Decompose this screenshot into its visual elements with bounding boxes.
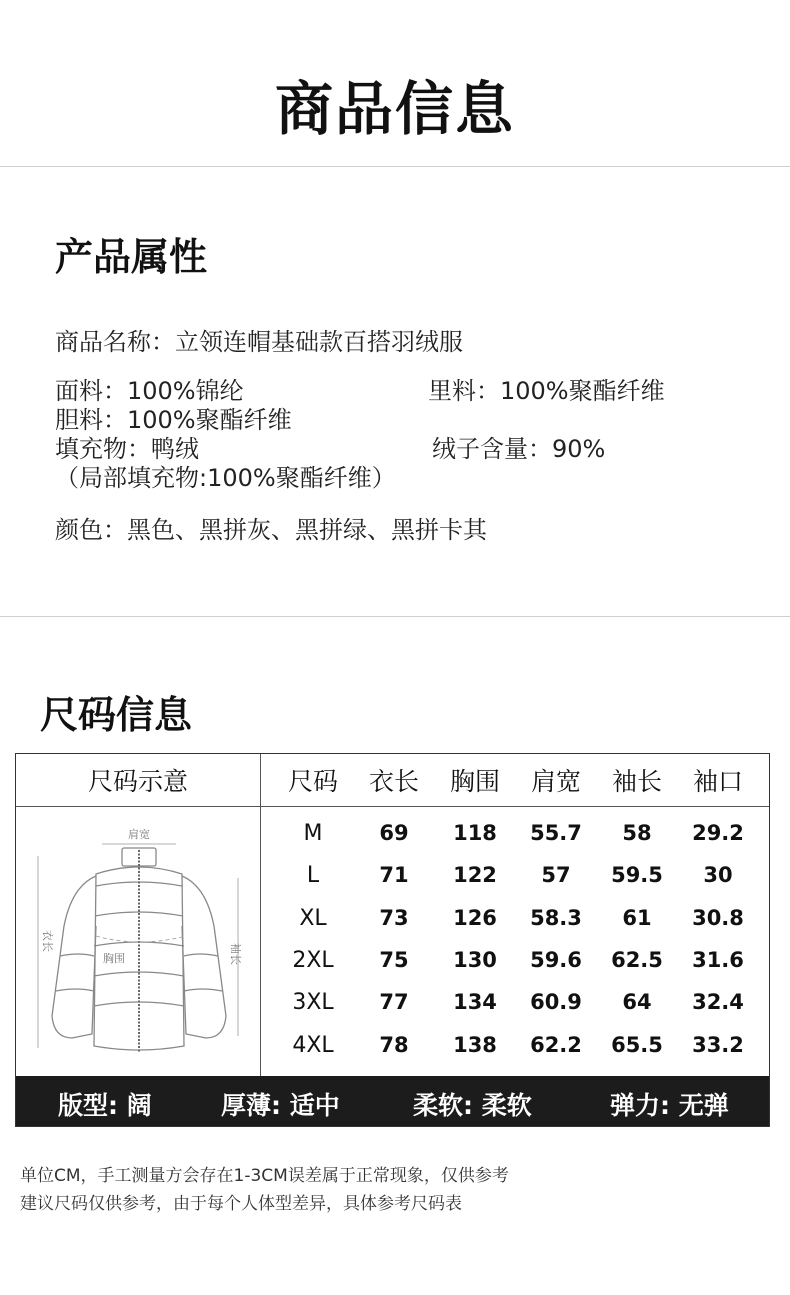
product-name: 商品名称：立领连帽基础款百搭羽绒服 — [55, 328, 463, 356]
shoulder-label: 肩宽 — [128, 828, 150, 841]
table-cell-sleeve: 61 — [622, 906, 652, 930]
colors-text: 颜色：黑色、黑拼灰、黑拼绿、黑拼卡其 — [55, 516, 487, 544]
lining-text: 里料：100%聚酯纤维 — [428, 377, 665, 405]
table-cell-chest: 126 — [453, 906, 497, 930]
divider-middle — [0, 616, 790, 617]
col-header-size: 尺码 — [287, 767, 338, 796]
table-cell-sleeve: 64 — [622, 990, 652, 1014]
table-cell-cuff: 29.2 — [692, 821, 744, 845]
table-cell-sleeve: 65.5 — [611, 1033, 663, 1057]
table-cell-cuff: 30.8 — [692, 906, 744, 930]
table-cell-size: M — [303, 821, 323, 846]
length-label: 衣长 — [41, 930, 54, 952]
table-cell-shoulder: 62.2 — [530, 1033, 582, 1057]
fit-label: 版型: 阔 — [58, 1091, 152, 1120]
size-heading: 尺码信息 — [40, 693, 193, 737]
attributes-heading: 产品属性 — [55, 235, 208, 279]
divider-top — [0, 166, 790, 167]
table-cell-size: 2XL — [292, 948, 334, 973]
table-cell-shoulder: 60.9 — [530, 990, 582, 1014]
table-divider-vertical — [260, 754, 261, 1076]
table-divider-horizontal — [16, 806, 769, 807]
table-cell-chest: 130 — [453, 948, 497, 972]
jacket-diagram-icon — [24, 816, 254, 1066]
table-cell-size: 3XL — [292, 990, 334, 1015]
diagram-header: 尺码示意 — [87, 767, 188, 796]
fabric-text: 面料：100%锦纶 — [55, 377, 244, 405]
table-cell-length: 78 — [379, 1033, 409, 1057]
table-cell-shoulder: 57 — [541, 863, 571, 887]
sleeve-label: 袖长 — [229, 943, 242, 965]
table-cell-shoulder: 58.3 — [530, 906, 582, 930]
inner-text: 胆料：100%聚酯纤维 — [55, 406, 292, 434]
down-content-text: 绒子含量：90% — [432, 435, 606, 463]
elasticity-label: 弹力: 无弹 — [610, 1091, 729, 1120]
table-cell-chest: 138 — [453, 1033, 497, 1057]
table-cell-shoulder: 59.6 — [530, 948, 582, 972]
table-cell-sleeve: 59.5 — [611, 863, 663, 887]
note-line-1: 单位CM，手工测量方会存在1-3CM误差属于正常现象，仅供参考 — [20, 1166, 509, 1186]
table-cell-cuff: 33.2 — [692, 1033, 744, 1057]
size-table — [15, 753, 770, 1127]
col-header-sleeve: 袖长 — [611, 767, 662, 796]
table-cell-size: L — [306, 863, 320, 888]
table-cell-size: XL — [299, 906, 327, 931]
table-cell-length: 77 — [379, 990, 409, 1014]
table-cell-chest: 118 — [453, 821, 497, 845]
table-cell-length: 69 — [379, 821, 409, 845]
col-header-chest: 胸围 — [449, 767, 500, 796]
filling-text: 填充物：鸭绒 — [55, 435, 199, 463]
partial-filling-text: （局部填充物:100%聚酯纤维） — [55, 464, 396, 492]
attribute-bar — [16, 1076, 769, 1126]
table-cell-sleeve: 62.5 — [611, 948, 663, 972]
col-header-cuff: 袖口 — [692, 767, 743, 796]
note-line-2: 建议尺码仅供参考，由于每个人体型差异，具体参考尺码表 — [20, 1194, 462, 1214]
col-header-shoulder: 肩宽 — [530, 767, 581, 796]
table-cell-cuff: 31.6 — [692, 948, 744, 972]
table-cell-sleeve: 58 — [622, 821, 652, 845]
table-cell-length: 71 — [379, 863, 409, 887]
softness-label: 柔软: 柔软 — [413, 1091, 532, 1120]
table-cell-length: 75 — [379, 948, 409, 972]
col-header-length: 衣长 — [368, 767, 419, 796]
table-cell-cuff: 32.4 — [692, 990, 744, 1014]
table-cell-length: 73 — [379, 906, 409, 930]
table-cell-chest: 122 — [453, 863, 497, 887]
table-cell-chest: 134 — [453, 990, 497, 1014]
thickness-label: 厚薄: 适中 — [221, 1091, 340, 1120]
table-cell-shoulder: 55.7 — [530, 821, 582, 845]
table-cell-size: 4XL — [292, 1033, 334, 1058]
table-cell-cuff: 30 — [703, 863, 733, 887]
page-title: 商品信息 — [274, 75, 515, 143]
chest-label: 胸围 — [103, 952, 125, 965]
